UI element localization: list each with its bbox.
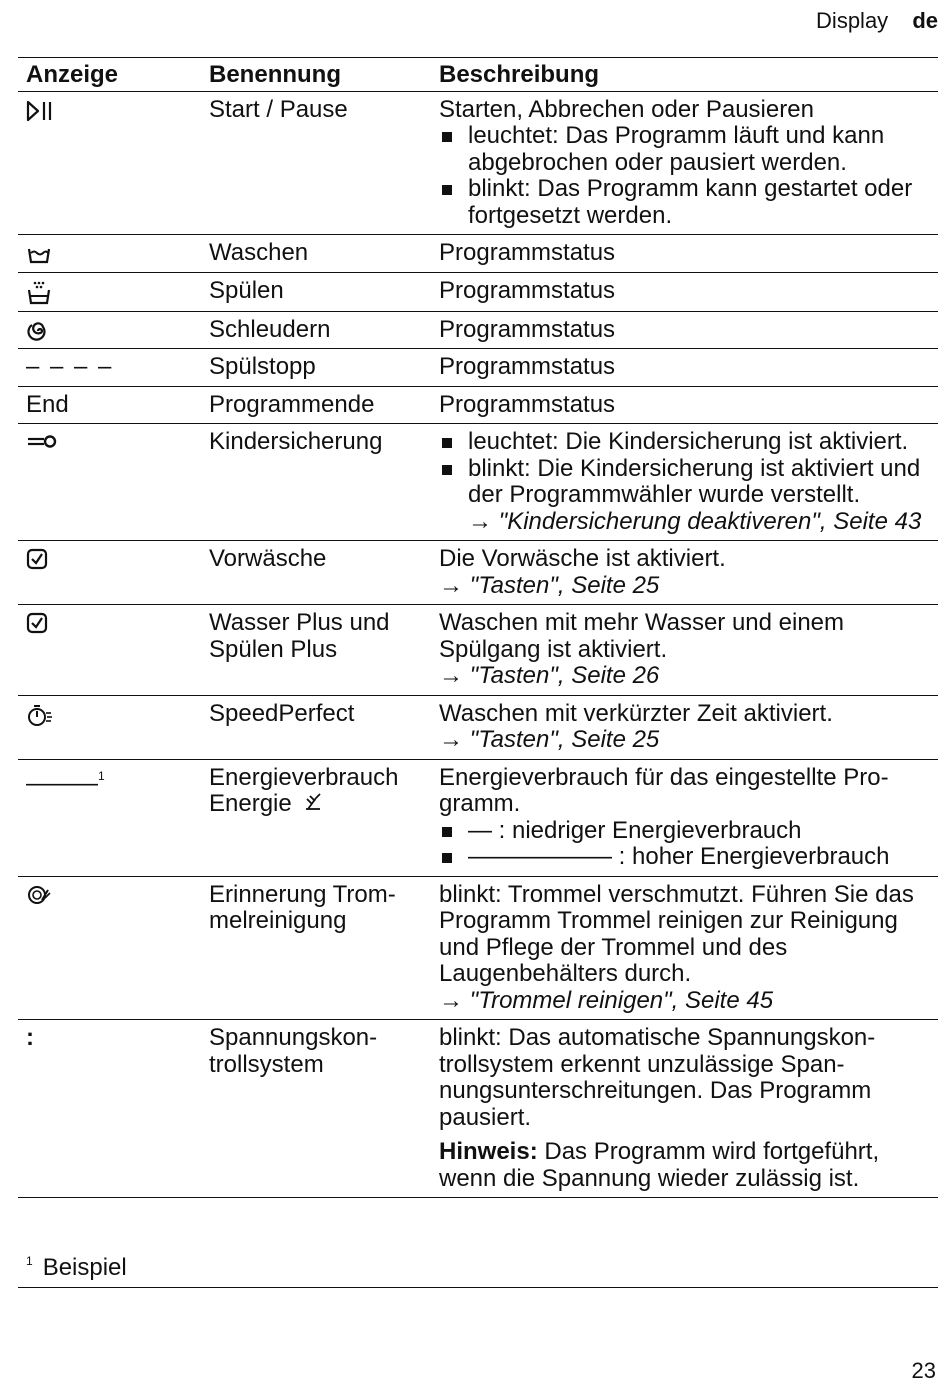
- table-row: [18, 349, 938, 387]
- bullet-list: [439, 818, 938, 871]
- row-name: Energieverbrauch Energie: [209, 763, 399, 817]
- spin-icon: [26, 319, 56, 343]
- list-item: — : niedriger Energieverbrauch: [439, 818, 938, 845]
- row-name: Kindersicherung: [209, 424, 439, 541]
- drum-clean-icon: [26, 884, 56, 908]
- table-row: [18, 272, 938, 311]
- row-description: Programmstatus: [439, 235, 938, 273]
- child-lock-key-icon: [26, 431, 60, 455]
- table-header-row: [18, 58, 938, 91]
- cross-reference[interactable]: → "Tasten", Seite 26: [439, 662, 660, 689]
- speed-perfect-icon: [26, 703, 56, 729]
- table-row: [18, 424, 938, 541]
- page-number: 23: [911, 1358, 936, 1383]
- row-name: Waschen: [209, 235, 439, 273]
- col-header-beschreibung: Beschreibung: [439, 58, 938, 91]
- running-header: [816, 8, 938, 34]
- col-header-benennung: Benennung: [209, 58, 439, 91]
- list-item: leuchtet: Die Kindersicherung ist aktiviert.: [439, 429, 938, 456]
- checkbox-icon: [26, 548, 56, 572]
- table-row: [18, 541, 938, 605]
- col-header-anzeige: Anzeige: [18, 58, 209, 91]
- display-table: [18, 58, 938, 1198]
- end-indicator: End: [18, 386, 209, 424]
- note-text: Das Programm wird fortgeführt, wenn die Spannung wieder zulässig ist.: [439, 1138, 880, 1192]
- row-description: Programmstatus: [439, 349, 938, 387]
- footnote-text: Beispiel: [42, 1254, 127, 1281]
- row-name: Vorwäsche: [209, 541, 439, 605]
- table-footnote: [18, 1248, 938, 1288]
- table-row: [18, 605, 938, 696]
- cross-reference[interactable]: → "Tasten", Seite 25: [439, 726, 660, 753]
- cross-reference[interactable]: → "Tasten", Seite 25: [439, 571, 660, 599]
- row-description: Programmstatus: [439, 386, 938, 424]
- table-row: [18, 876, 938, 1020]
- row-name: Schleudern: [209, 311, 439, 349]
- cross-reference[interactable]: → "Kindersicherung deaktiveren", Seite 43: [468, 507, 922, 535]
- voltage-colon-indicator: :: [18, 1020, 209, 1198]
- row-name: SpeedPerfect: [209, 695, 439, 759]
- row-name: Start / Pause: [209, 91, 439, 235]
- table-row: [18, 386, 938, 424]
- row-description: Energieverbrauch für das eingestellte Programm.: [439, 763, 889, 817]
- energy-bar-indicator: ———: [26, 769, 98, 797]
- wash-icon: [26, 242, 56, 266]
- table-row: [18, 91, 938, 235]
- row-description: Die Vorwäsche ist aktiviert.: [439, 545, 726, 572]
- list-item: leuchtet: Das Programm läuft und kann abgebrochen oder pausiert werden.: [439, 123, 938, 176]
- note-label: Hinweis:: [439, 1138, 538, 1165]
- row-name: Spülstopp: [209, 349, 439, 387]
- row-description: Waschen mit verkürzter Zeit aktiviert.: [439, 699, 833, 727]
- rinse-hold-indicator: – – – –: [18, 349, 209, 387]
- checkbox-icon: [26, 612, 56, 636]
- table-row: [18, 695, 938, 759]
- list-item: blinkt: Die Kindersicherung ist aktiviert und der Programmwähler wurde verstellt.: [439, 456, 938, 509]
- row-description: Starten, Abbrechen oder Pausieren: [439, 95, 814, 123]
- row-description: blinkt: Das automatische Spannungskontrollsystem erkennt unzulässige Spannungsunterschreitungen. Das Programm pausiert.: [439, 1024, 876, 1131]
- cross-reference[interactable]: → "Trommel reinigen", Seite 45: [439, 986, 774, 1014]
- language-code: de: [912, 8, 938, 33]
- list-item: —————— : hoher Energieverbrauch: [439, 844, 938, 871]
- row-name: Spülen: [209, 272, 439, 311]
- row-name: Wasser Plus und Spülen Plus: [209, 605, 439, 696]
- footnote-mark: 1: [98, 768, 105, 783]
- row-description: Waschen mit mehr Wasser und einem Spülgang ist aktiviert.: [439, 609, 845, 663]
- note: [439, 1139, 938, 1192]
- bullet-list: [439, 123, 938, 229]
- row-name: Programmende: [209, 386, 439, 424]
- footnote-mark: 1: [26, 1254, 33, 1268]
- row-name: Erinnerung Trommelreinigung: [209, 876, 439, 1020]
- table-row: [18, 235, 938, 273]
- row-description: Programmstatus: [439, 272, 938, 311]
- row-name: Spannungskontrollsystem: [209, 1020, 439, 1198]
- list-item: blinkt: Das Programm kann gestartet oder fortgesetzt werden.: [439, 176, 938, 229]
- table-row: [18, 1020, 938, 1198]
- section-title: Display: [816, 8, 889, 33]
- energy-plug-icon: [302, 792, 324, 814]
- play-pause-icon: [26, 99, 56, 123]
- rinse-icon: [26, 280, 56, 306]
- bullet-list: [439, 429, 938, 509]
- table-row: [18, 311, 938, 349]
- row-description: blinkt: Trommel verschmutzt. Führen Sie das Programm Trommel reinigen zur Reinigung und Pflege der Trommel und des Laugenbehälters durch.: [439, 880, 914, 987]
- table-row: [18, 759, 938, 876]
- row-description: Programmstatus: [439, 311, 938, 349]
